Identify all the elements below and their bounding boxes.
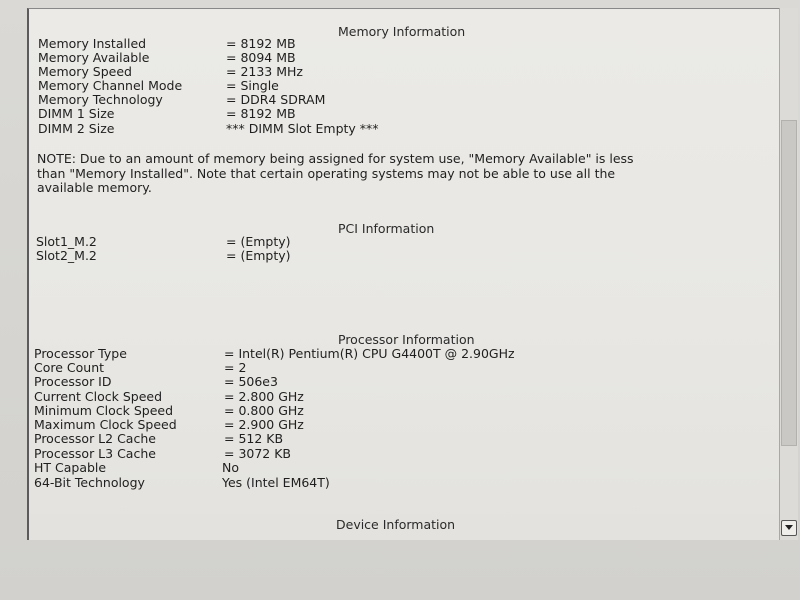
memory-note bbox=[37, 152, 677, 196]
slot1-m2-label: Slot1_M.2 bbox=[36, 234, 97, 249]
dimm1-size-label: DIMM 1 Size bbox=[38, 106, 115, 121]
scrollbar-thumb[interactable] bbox=[781, 120, 797, 446]
memory-note-line: than "Memory Installed". Note that certain operating systems may not be able to use all the bbox=[37, 165, 616, 181]
scroll-down-button[interactable] bbox=[781, 520, 797, 536]
ht-capable-label: HT Capable bbox=[34, 460, 107, 475]
memory-speed-label: Memory Speed bbox=[38, 64, 132, 79]
minimum-clock-speed-value: = 0.800 GHz bbox=[224, 403, 304, 418]
64bit-technology-label: 64-Bit Technology bbox=[34, 475, 145, 490]
processor-l2-cache-value: = 512 KB bbox=[224, 431, 284, 446]
processor-id-value: = 506e3 bbox=[224, 374, 278, 389]
maximum-clock-speed-label: Maximum Clock Speed bbox=[34, 417, 177, 432]
processor-l3-cache-value: = 3072 KB bbox=[224, 446, 292, 461]
arrow-down-icon bbox=[785, 525, 793, 531]
processor-l2-cache-label: Processor L2 Cache bbox=[34, 431, 156, 446]
processor-l3-cache-label: Processor L3 Cache bbox=[34, 446, 156, 461]
core-count-label: Core Count bbox=[34, 360, 105, 375]
64bit-technology-value: Yes (Intel EM64T) bbox=[222, 475, 330, 490]
memory-speed-value: = 2133 MHz bbox=[226, 64, 303, 79]
vertical-scrollbar[interactable] bbox=[779, 8, 798, 540]
memory-available-label: Memory Available bbox=[38, 50, 150, 65]
device-information-heading: Device Information bbox=[336, 517, 456, 532]
processor-type-value: = Intel(R) Pentium(R) CPU G4400T @ 2.90GHz bbox=[224, 346, 515, 361]
memory-available-value: = 8094 MB bbox=[226, 50, 296, 65]
processor-type-label: Processor Type bbox=[34, 346, 127, 361]
processor-information-heading: Processor Information bbox=[338, 332, 475, 347]
slot1-m2-value: = (Empty) bbox=[226, 234, 291, 249]
minimum-clock-speed-label: Minimum Clock Speed bbox=[34, 403, 174, 418]
core-count-value: = 2 bbox=[224, 360, 247, 375]
pci-information-heading: PCI Information bbox=[338, 221, 435, 236]
processor-id-label: Processor ID bbox=[34, 374, 112, 389]
current-clock-speed-value: = 2.800 GHz bbox=[224, 389, 304, 404]
memory-note-line: available memory. bbox=[37, 180, 152, 195]
memory-channel-mode-value: = Single bbox=[226, 78, 279, 93]
current-clock-speed-label: Current Clock Speed bbox=[34, 389, 163, 404]
memory-technology-value: = DDR4 SDRAM bbox=[226, 92, 326, 107]
slot2-m2-label: Slot2_M.2 bbox=[36, 248, 97, 263]
memory-installed-label: Memory Installed bbox=[38, 36, 147, 51]
maximum-clock-speed-value: = 2.900 GHz bbox=[224, 417, 304, 432]
memory-installed-value: = 8192 MB bbox=[226, 36, 296, 51]
dimm1-size-value: = 8192 MB bbox=[226, 106, 296, 121]
ht-capable-value: No bbox=[222, 460, 239, 475]
dimm2-size-value: *** DIMM Slot Empty *** bbox=[226, 121, 379, 136]
memory-technology-label: Memory Technology bbox=[38, 92, 163, 107]
memory-information-heading: Memory Information bbox=[338, 24, 466, 39]
slot2-m2-value: = (Empty) bbox=[226, 248, 291, 263]
memory-note-line: NOTE: Due to an amount of memory being assigned for system use, "Memory Available" is less bbox=[37, 151, 634, 166]
memory-channel-mode-label: Memory Channel Mode bbox=[38, 78, 183, 93]
dimm2-size-label: DIMM 2 Size bbox=[38, 121, 115, 136]
